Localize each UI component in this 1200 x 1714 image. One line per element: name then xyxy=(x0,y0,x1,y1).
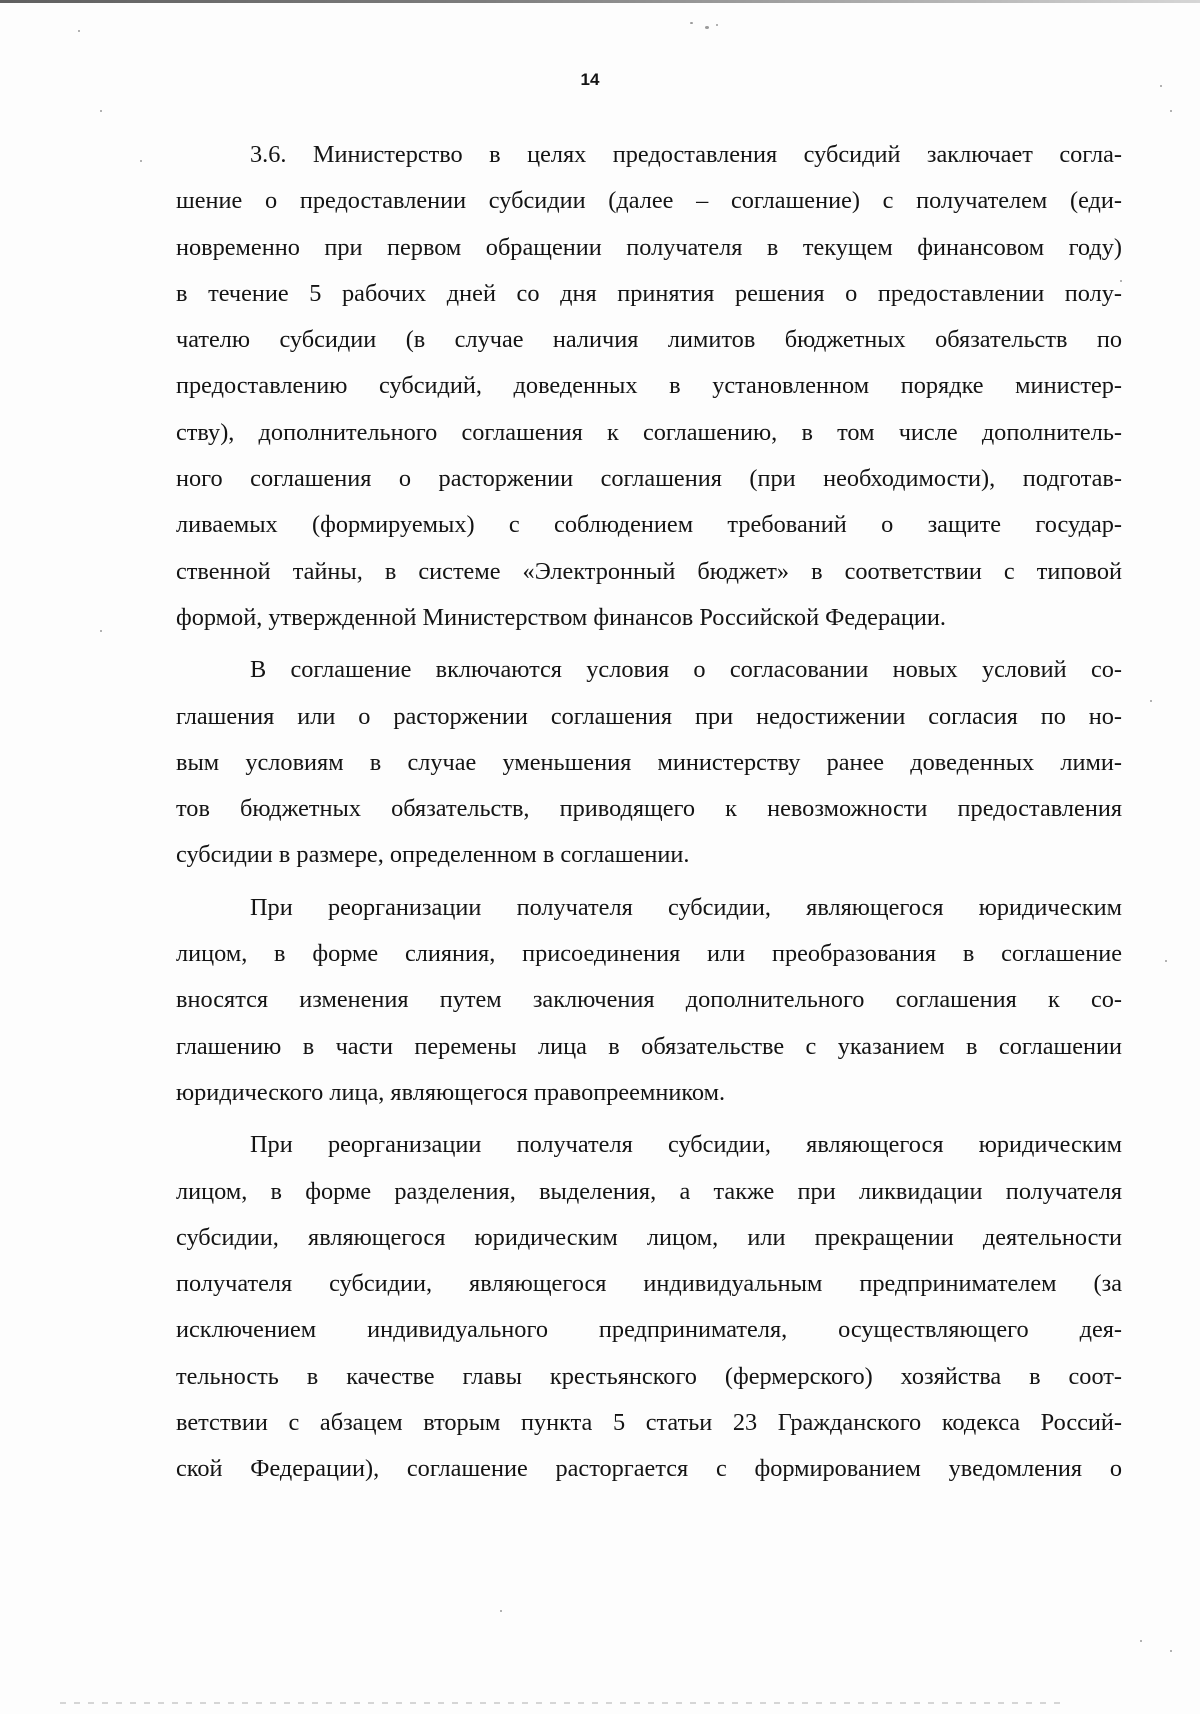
text-line: новременно при первом обращении получателя в текущем финансовом году) xyxy=(176,233,1122,261)
scan-speck xyxy=(1170,1650,1172,1652)
scan-speck xyxy=(100,630,102,632)
text-line: ской Федерации), соглашение расторгается с формированием уведомления о xyxy=(176,1455,1122,1483)
text-line: лицом, в форме разделения, выделения, а также при ликвидации получателя xyxy=(176,1177,1122,1205)
scan-speck xyxy=(100,110,102,112)
text-line: ству), дополнительного соглашения к соглашению, в том числе дополнитель- xyxy=(176,418,1122,446)
text-line: ливаемых (формируемых) с соблюдением требований о защите государ- xyxy=(176,511,1122,539)
document-body xyxy=(176,132,1122,1499)
text-line: тельность в качестве главы крестьянского (фермерского) хозяйства в соот- xyxy=(176,1362,1122,1390)
scan-speck xyxy=(78,30,80,32)
scan-speck xyxy=(500,1610,502,1612)
scan-speck xyxy=(716,24,718,26)
paragraph-agreement-terms xyxy=(176,647,1122,878)
scan-speck xyxy=(1160,85,1162,87)
text-line: субсидии в размере, определенном в соглашении. xyxy=(176,841,690,869)
text-line: тов бюджетных обязательств, приводящего к невозможности предоставления xyxy=(176,795,1122,823)
text-line: исключением индивидуального предпринимателя, осуществляющего дея- xyxy=(176,1316,1122,1344)
text-line: глашения или о расторжении соглашения при недостижении согласия по но- xyxy=(176,702,1122,730)
text-line: лицом, в форме слияния, присоединения или преобразования в соглашение xyxy=(176,940,1122,968)
scan-speck xyxy=(1165,960,1167,962)
text-line: вым условиям в случае уменьшения министерству ранее доведенных лими- xyxy=(176,748,1122,776)
scan-speck xyxy=(1140,1640,1142,1642)
text-line: вносятся изменения путем заключения дополнительного соглашения к со- xyxy=(176,986,1122,1014)
scan-speck xyxy=(140,160,142,162)
scan-speck xyxy=(705,26,709,29)
text-line: юридического лица, являющегося правопреемником. xyxy=(176,1078,726,1106)
text-line: ного соглашения о расторжении соглашения (при необходимости), подготав- xyxy=(176,465,1122,493)
text-line: чателю субсидии (в случае наличия лимитов бюджетных обязательств по xyxy=(176,326,1122,354)
paragraph-reorganization-division xyxy=(176,1122,1122,1492)
text-line: При реорганизации получателя субсидии, являющегося юридическим xyxy=(250,893,1122,921)
text-line: предоставлению субсидий, доведенных в установленном порядке министер- xyxy=(176,372,1122,400)
scan-top-edge xyxy=(0,0,1200,3)
text-line: ветствии с абзацем вторым пункта 5 статьи 23 Гражданского кодекса Россий- xyxy=(176,1409,1122,1437)
text-line: шение о предоставлении субсидии (далее – соглашение) с получателем (еди- xyxy=(176,187,1122,215)
text-line: В соглашение включаются условия о согласовании новых условий со- xyxy=(250,656,1122,684)
text-line: субсидии, являющегося юридическим лицом, или прекращении деятельности xyxy=(176,1223,1122,1251)
scan-speck xyxy=(690,22,693,24)
page-number: 14 xyxy=(580,70,600,89)
text-line: формой, утвержденной Министерством финансов Российской Федерации. xyxy=(176,603,946,631)
text-line: в течение 5 рабочих дней со дня принятия решения о предоставлении полу- xyxy=(176,279,1122,307)
text-line: получателя субсидии, являющегося индивидуальным предпринимателем (за xyxy=(176,1270,1122,1298)
text-line: При реорганизации получателя субсидии, являющегося юридическим xyxy=(250,1131,1122,1159)
scan-bottom-edge xyxy=(60,1702,1060,1704)
paragraph-3-6 xyxy=(176,132,1122,641)
scan-speck xyxy=(1150,700,1152,702)
scan-speck xyxy=(1170,110,1172,112)
text-line: 3.6. Министерство в целях предоставления субсидий заключает согла- xyxy=(250,141,1122,168)
paragraph-reorganization-merger xyxy=(176,885,1122,1116)
text-line: глашению в части перемены лица в обязательстве с указанием в соглашении xyxy=(176,1032,1122,1060)
text-line: ственной тайны, в системе «Электронный бюджет» в соответствии с типовой xyxy=(176,557,1122,585)
